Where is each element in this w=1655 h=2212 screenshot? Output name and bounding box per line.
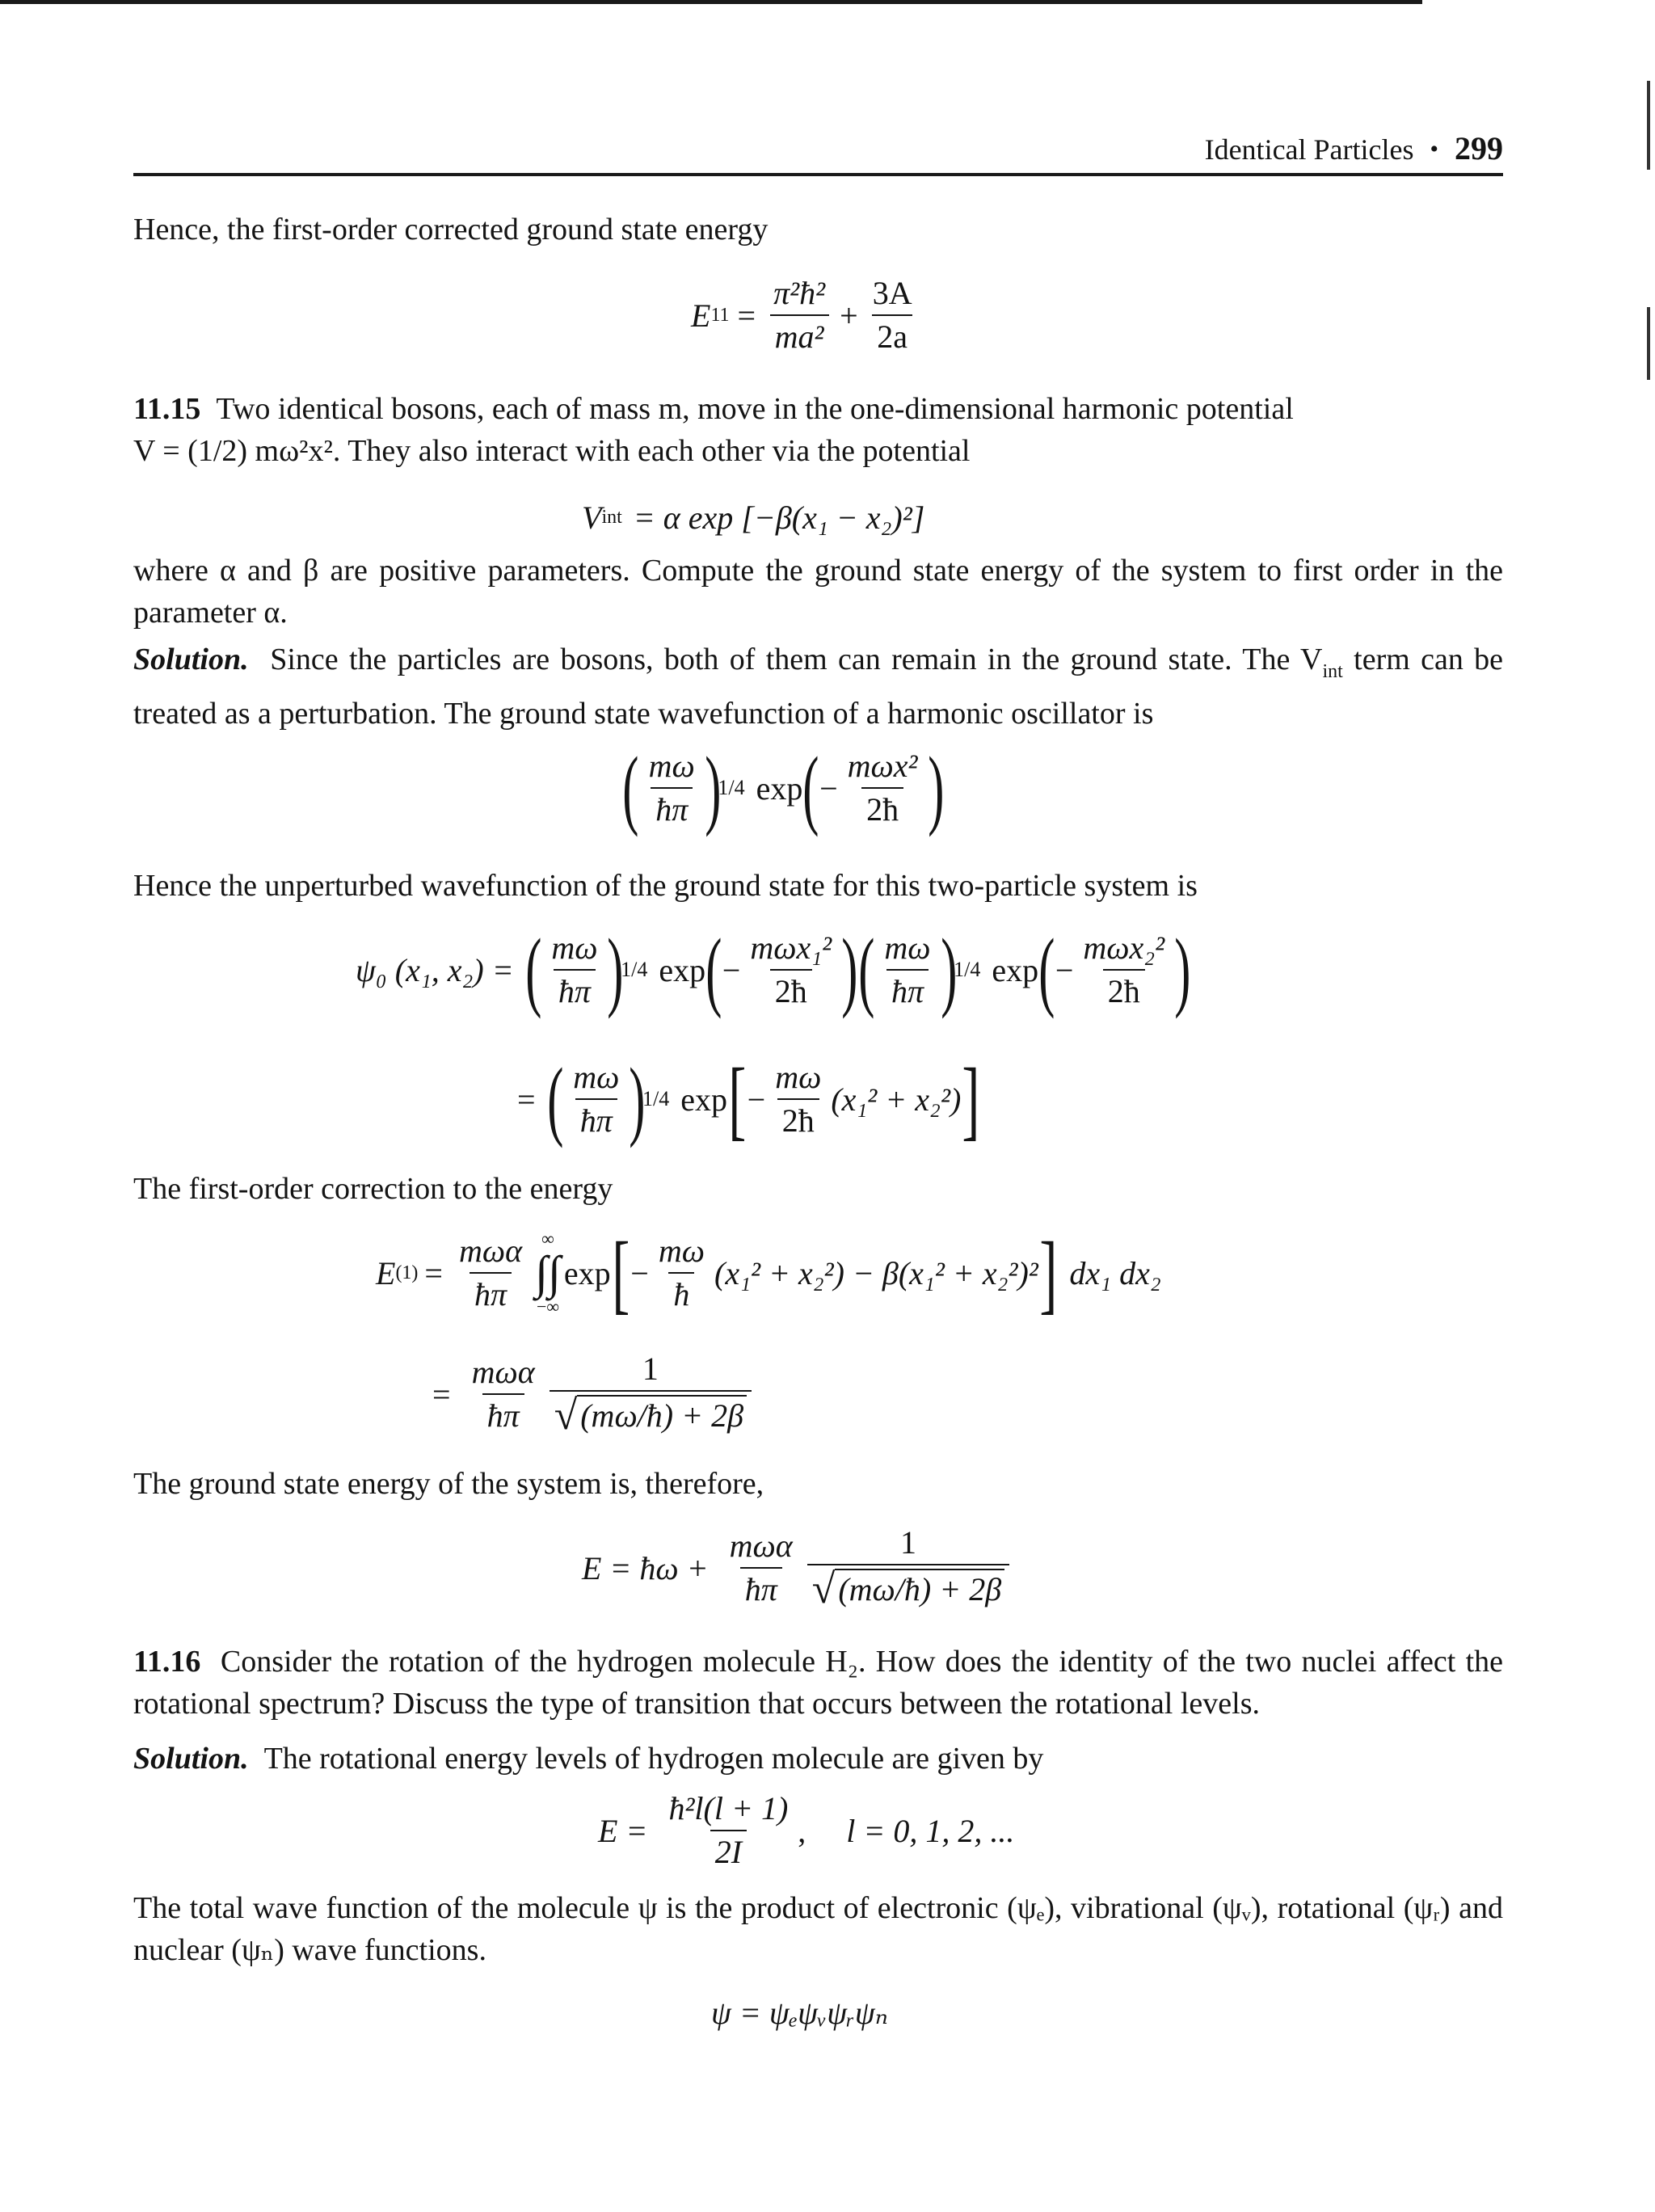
paragraph-first-order-correction: The first-order correction to the energy: [133, 1172, 613, 1206]
equation-ho-ground: ( $\frac{m\omega}{ħ\pi}$ ) 1/4 exp ( − $\frac{\text{mωx²}}{2ħ}$ ): [622, 739, 944, 837]
page-number: 299: [1455, 130, 1503, 166]
running-title: Identical Particles: [1204, 133, 1414, 166]
equation-psi0-line1: ψ₀ (x₁, x₂) = ( $\frac{m\omega}{ħ\pi}$ ) 1/4 exp ( − $\frac{\text{mωx₁²}}{2ħ}$ ) ( $\frac{m\omega}{ħ\pi}$ ) 1/4 exp ( − $\frac{\text{mωx₂²}}{2ħ}$ ): [356, 921, 1191, 1019]
paragraph-ground-energy: The ground state energy of the system is, therefore,: [133, 1467, 764, 1501]
solution-label: Solution.: [133, 643, 249, 676]
equation-psi-total: ψ = ψₑψᵥψᵣψₙ: [711, 1994, 888, 2031]
scan-edge-right-lower: [1647, 307, 1650, 380]
paragraph-where: where α and β are positive parameters. Compute the ground state energy of the system to first order in the parameter α.: [133, 554, 1503, 630]
equation-e11: E 11 = $\frac{\text{π²ħ²}}{\text{ma²}}$ + $\frac{3A}{2a}$: [691, 267, 922, 364]
header-rule: [133, 173, 1503, 176]
paragraph-total-wave: The total wave function of the molecule ψ is the product of electronic (ψₑ), vibrational (ψᵥ), rotational (ψᵣ) and nuclear (ψₙ) wave functions.: [133, 1891, 1503, 1967]
running-head: [1148, 129, 1503, 175]
e11-lhs: E: [691, 297, 711, 334]
solution2-label: Solution.: [133, 1742, 249, 1776]
integral-sign: ∞ ∫∫ −∞: [535, 1228, 561, 1317]
paragraph-unperturbed: Hence the unperturbed wavefunction of the ground state for this two-particle system is: [133, 869, 1198, 903]
solution-11-15: Solution. Since the particles are bosons, both of them can remain in the ground state. The $V_{int}$ term can be treated as a perturbation. The ground state wavefunction of a harmonic oscillator is: [133, 643, 1504, 731]
paragraph-first-order: Hence, the first-order corrected ground state energy: [133, 213, 769, 246]
problem-number-2: 11.16: [133, 1645, 201, 1679]
problem-11-15: 11.15 Two identical bosons, each of mass m, move in the one-dimensional harmonic potential V = (1/2) mω²x². They also interact with each other via the potential: [133, 392, 1294, 468]
problem-11-16: 11.16 Consider the rotation of the hydrogen molecule H₂. How does the identity of the two nuclei affect the rotational spectrum? Discuss the type of transition that occurs between the rotational levels.: [133, 1645, 1504, 1721]
equation-vint: V int = α exp [−β(x₁ − x₂)²]: [582, 499, 925, 536]
equation-psi0-line2: = ( $\frac{m\omega}{ħ\pi}$ ) 1/4 exp [ − $\frac{m\omega}{2ħ}$ (x₁² + x₂²) ]: [517, 1050, 980, 1148]
vint-rhs: = α exp [−β(x₁ − x₂)²]: [633, 499, 925, 536]
equation-e1-result: = $\frac{\text{mωα}}{ħ\pi}$ 1 √ (mω/ħ) + 2β: [432, 1350, 756, 1439]
e11-frac2: $\frac{3A}{2a}$: [872, 275, 912, 355]
problem-number: 11.15: [133, 392, 201, 426]
psi0-lhs: ψ₀ (x₁, x₂) =: [356, 951, 514, 988]
e11-frac1: $\frac{\text{π²ħ²}}{\text{ma²}}$: [769, 276, 830, 355]
equation-e1-integral: E (1) = $\frac{\text{mωα}}{ħ\pi}$ ∞ ∫∫ −∞ exp [ − $\frac{m\omega}{ħ}$ (x₁² + x₂²) − β(x₁² + x₂²)² ] dx₁ dx₂: [376, 1224, 1161, 1322]
bullet-icon: •: [1430, 136, 1438, 162]
solution-11-16: Solution. The rotational energy levels of hydrogen molecule are given by: [133, 1742, 1044, 1776]
equation-rotational: E = $\frac{\text{ħ²l(l + 1)}}{2I}$ , l = 0, 1, 2, ...: [598, 1790, 1015, 1870]
e11-sub: 11: [710, 304, 730, 326]
scan-edge-top: [0, 0, 1422, 4]
equation-e-total: E = ħω + $\frac{\text{mωα}}{ħ\pi}$ 1 √ (mω/ħ) + 2β: [582, 1523, 1014, 1612]
scan-edge-right: [1647, 81, 1650, 170]
